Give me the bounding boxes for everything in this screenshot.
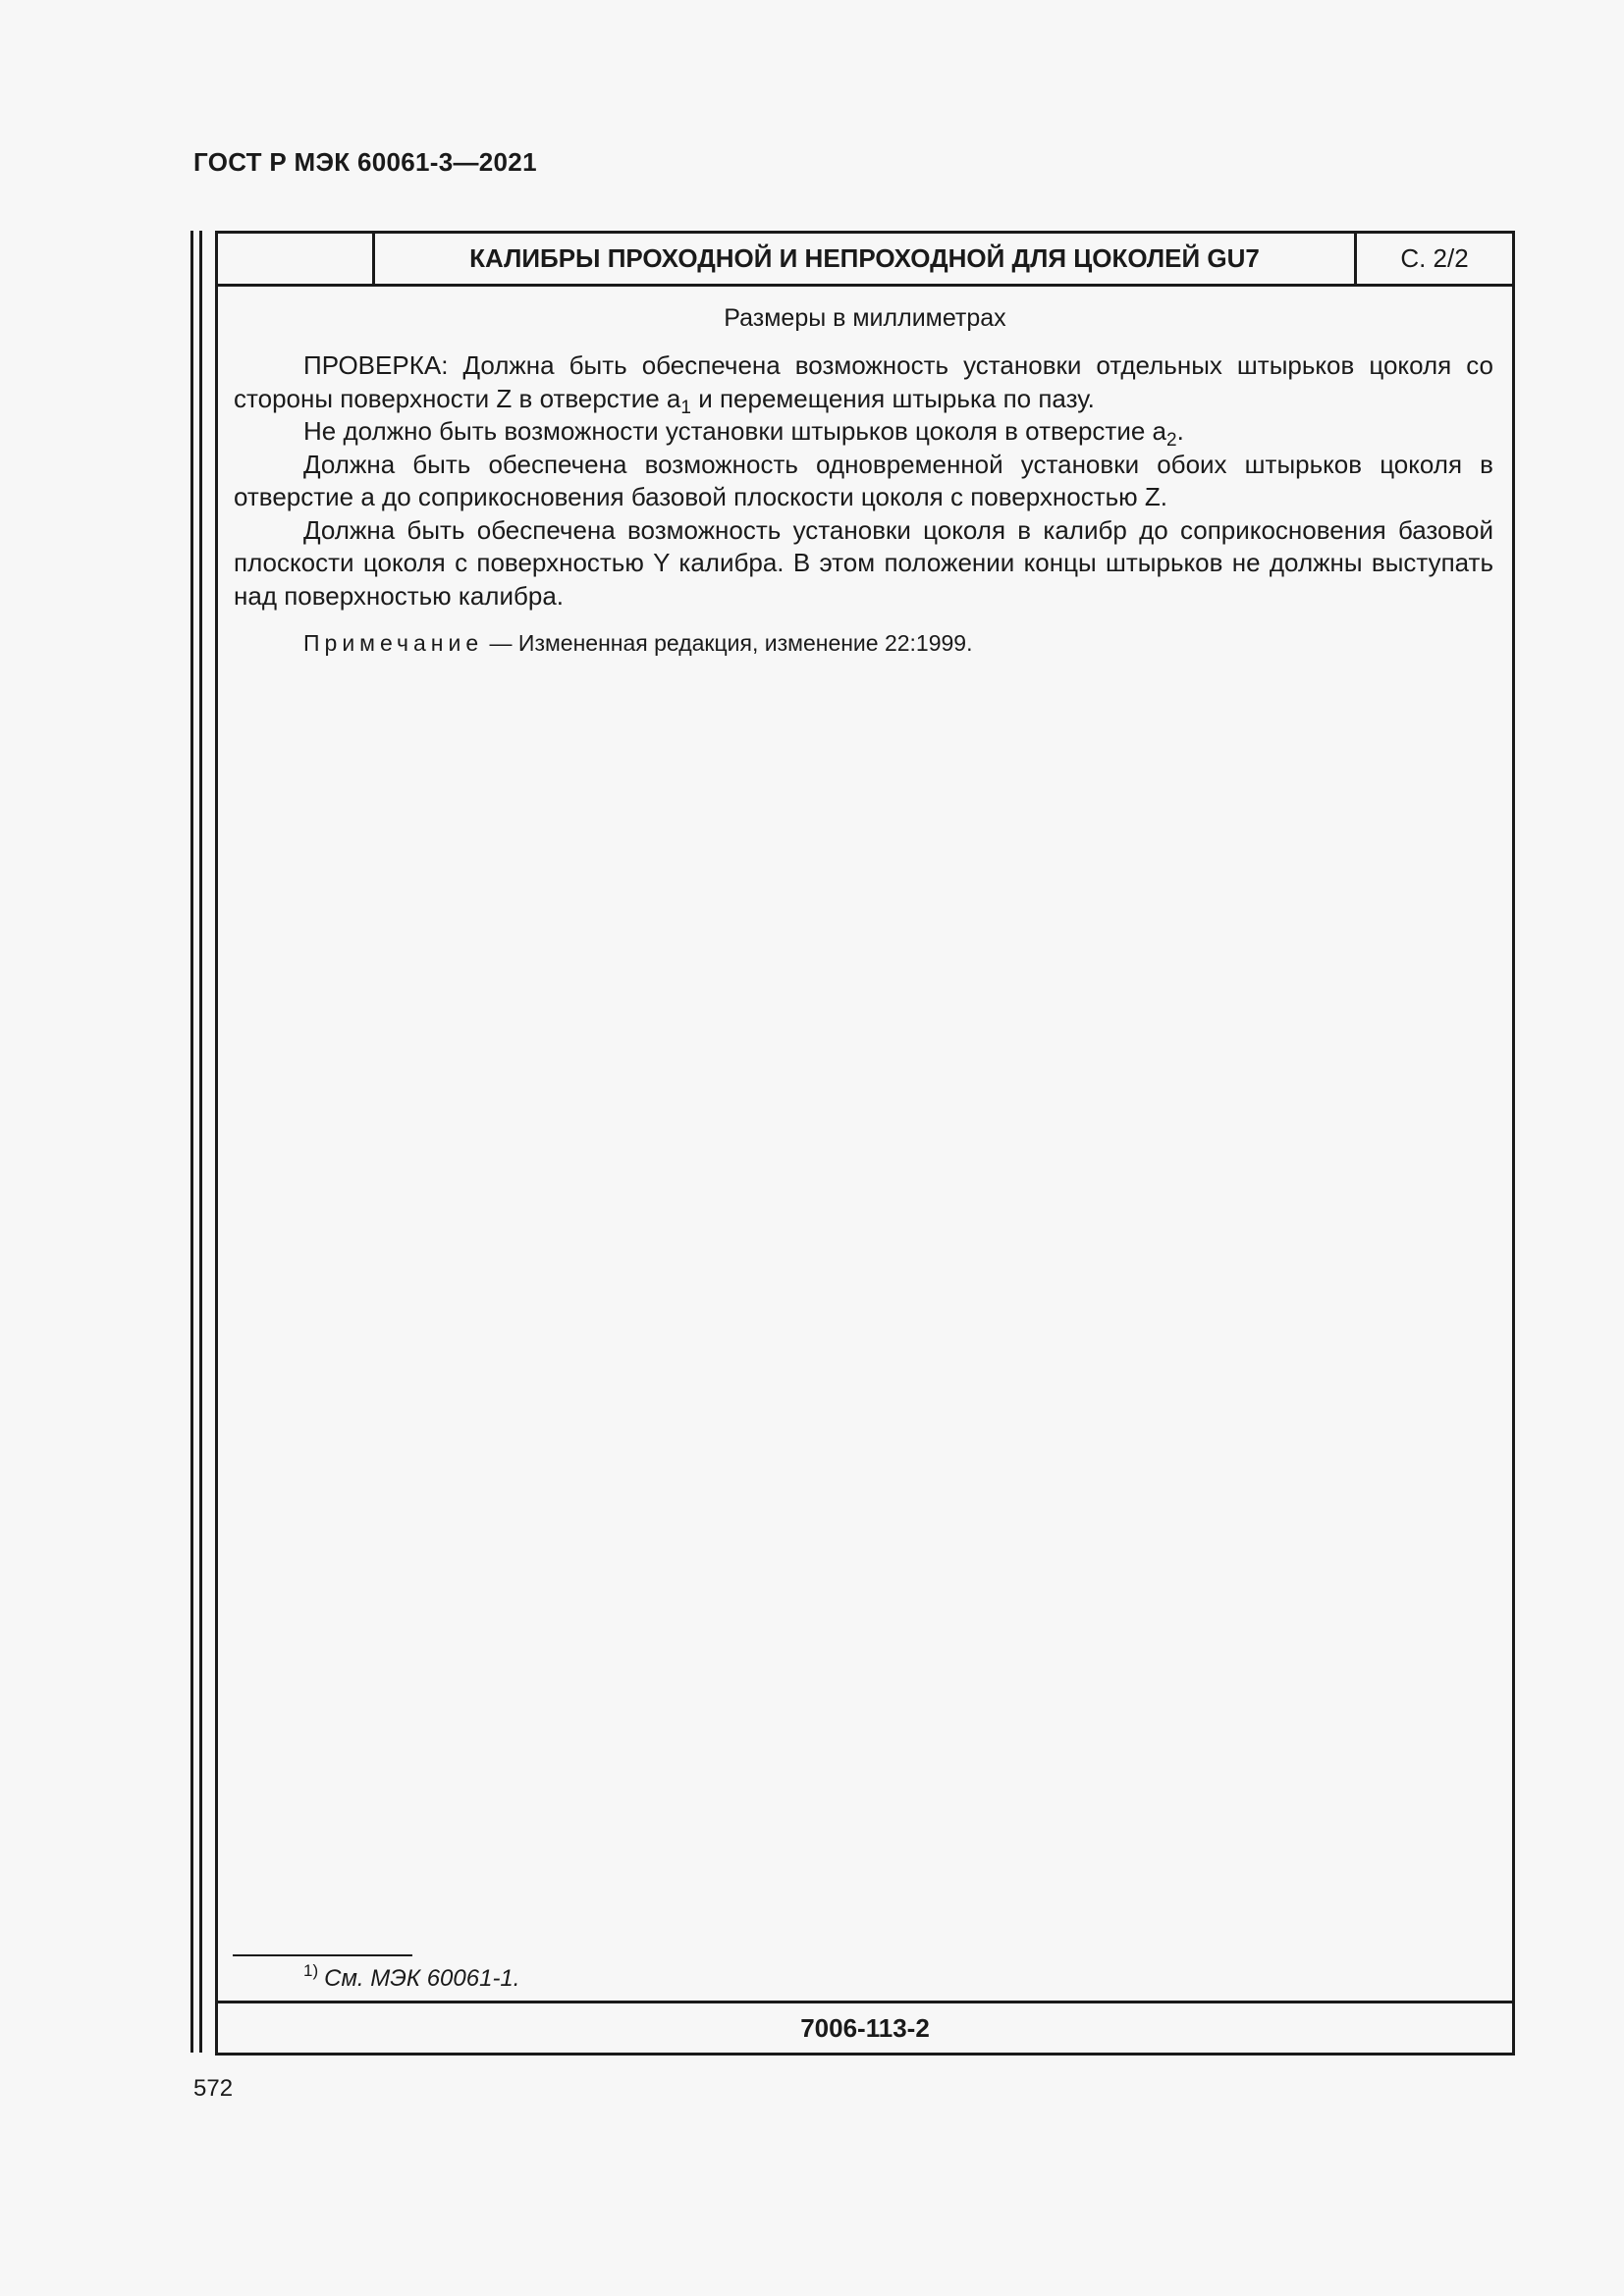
document-header: ГОСТ Р МЭК 60061-3—2021 — [193, 147, 537, 177]
footnote-rule — [233, 1954, 412, 1956]
paragraph-text: и перемещения штырька по пазу. — [690, 383, 1095, 413]
subscript: 2 — [1166, 430, 1177, 451]
footnote — [303, 1961, 519, 1993]
paragraph-check-4: Должна быть обеспечена возможность установки цоколя в калибр до соприкосновения базовой плоскости цоколя с поверхностью Y калибра. В этом положении концы штырьков не должны выступать над поверхностью калибра. — [234, 514, 1493, 611]
page-number: 572 — [193, 2075, 234, 2102]
paragraph-check-3: Должна быть обеспечена возможность одновременной установки обоих штырьков цоколя в отверстие a до соприкосновения базовой плоскости цоколя с поверхностью Z. — [234, 449, 1493, 511]
note-label: Примечание — [303, 630, 484, 656]
units-note: Размеры в миллиметрах — [724, 304, 1006, 332]
sheet-page-label: С. 2/2 — [1400, 243, 1469, 273]
sheet-number: 7006-113-2 — [218, 2001, 1512, 2053]
paragraph-text: . — [1176, 416, 1184, 446]
sheet-frame — [215, 231, 1515, 2056]
margin-rule-outer — [190, 231, 193, 2053]
margin-rule-inner — [199, 231, 202, 2053]
title-blank-cell — [218, 234, 375, 284]
paragraph-text: ПРОВЕРКА: Должна быть обеспечена возможность установки отдельных штырьков цоколя со стороны поверхности Z в отверстие a — [234, 350, 1493, 413]
subscript: 1 — [680, 397, 691, 418]
sheet-title: КАЛИБРЫ ПРОХОДНОЙ И НЕПРОХОДНОЙ ДЛЯ ЦОКОЛЕЙ GU7 — [375, 234, 1357, 284]
footnote-text: См. МЭК 60061-1. — [324, 1965, 520, 1992]
footnote-marker: 1) — [303, 1961, 319, 1980]
note — [303, 630, 973, 657]
paragraph-check-1 — [234, 349, 1493, 418]
sheet-body — [234, 349, 1493, 613]
sheet-title-row — [218, 234, 1512, 287]
paragraph-text: Не должно быть возможности установки штырьков цоколя в отверстие a — [303, 416, 1166, 446]
note-text: — Измененная редакция, изменение 22:1999. — [483, 630, 973, 656]
paragraph-check-2 — [234, 415, 1493, 449]
